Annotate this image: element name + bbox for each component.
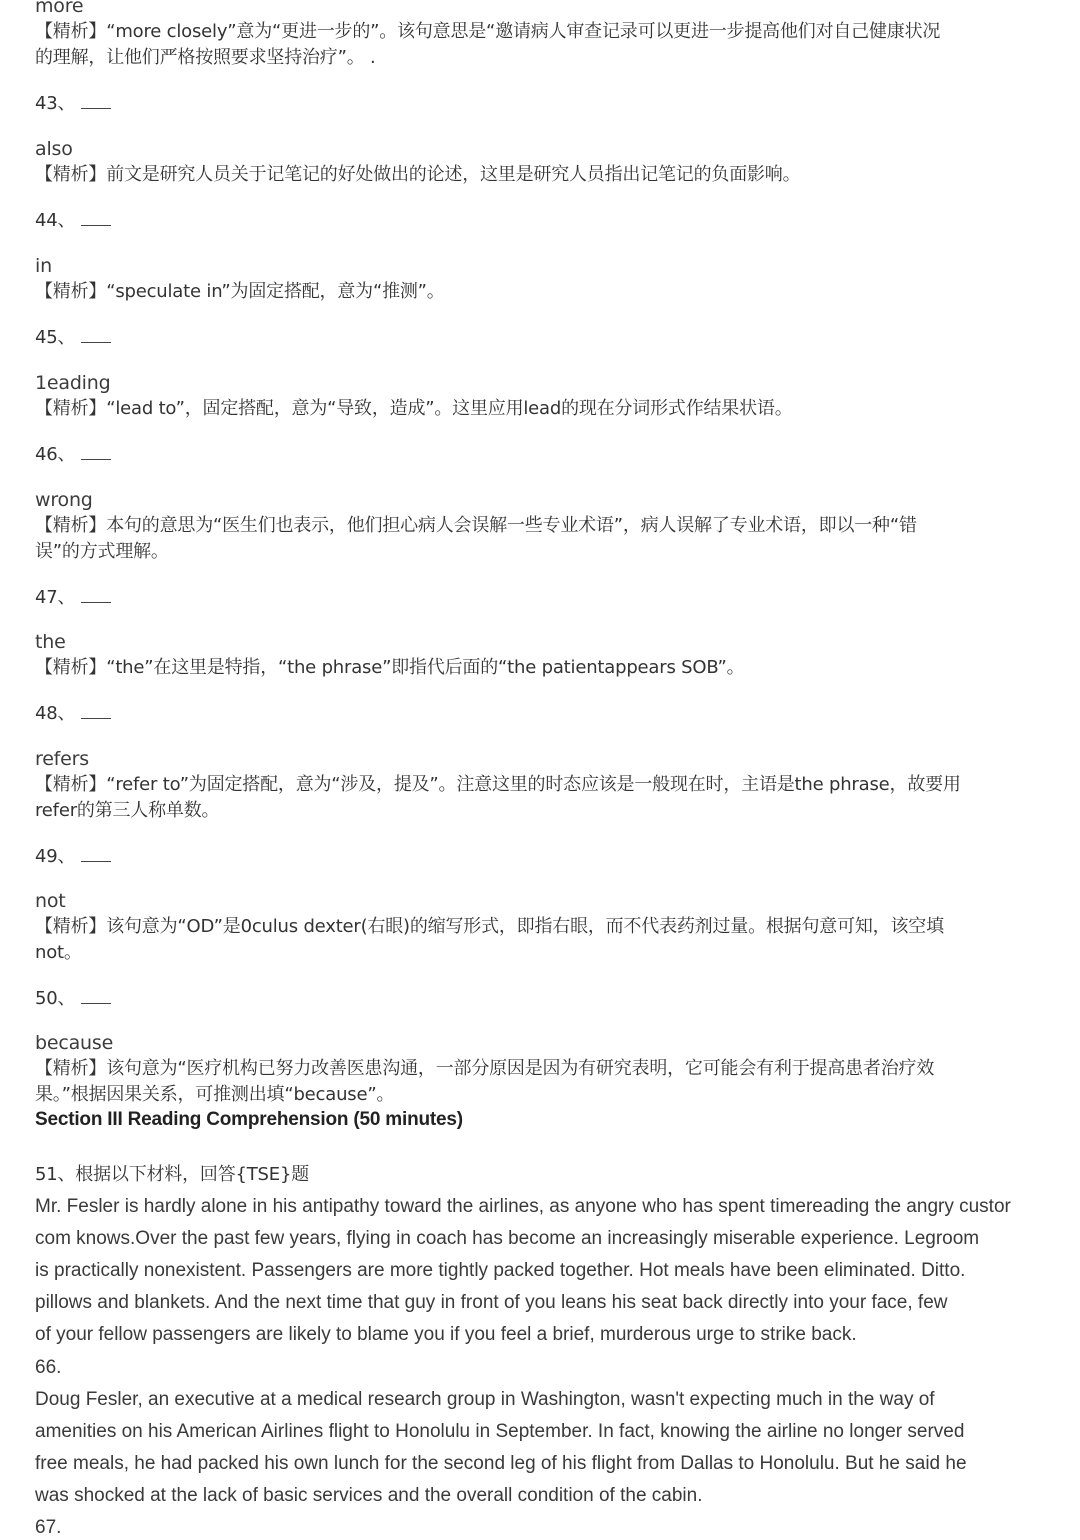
- passage-line: pillows and blankets. And the next time that guy in front of you leans his seat back directly into your face, few: [35, 1292, 948, 1313]
- question-number: [35, 326, 111, 350]
- question-number: [35, 845, 111, 869]
- answer-blank: [81, 704, 111, 719]
- passage-line: Doug Fesler, an executive at a medical research group in Washington, wasn't expecting much in the way of: [35, 1389, 935, 1410]
- answer-blank: [81, 445, 111, 460]
- answer-text: wrong: [35, 489, 93, 511]
- question-number-label: 44、: [35, 210, 76, 231]
- question-number-label: 46、: [35, 444, 76, 465]
- question-number-label: 49、: [35, 846, 76, 867]
- passage-line: of your fellow passengers are likely to blame you if you feel a brief, murderous urge to strike back.: [35, 1324, 857, 1345]
- question-number: [35, 209, 111, 233]
- answer-blank: [81, 588, 111, 603]
- answer-text: refers: [35, 748, 89, 770]
- question-number: [35, 987, 111, 1011]
- passage-line: free meals, he had packed his own lunch for the second leg of his flight from Dallas to Honolulu. But he said he: [35, 1453, 967, 1474]
- explanation-line: 果。”根据因果关系，可推测出填“because”。: [35, 1084, 395, 1105]
- answer-text: more: [35, 0, 84, 17]
- question-number: [35, 443, 111, 467]
- question-number-label: 45、: [35, 327, 76, 348]
- explanation-line: refer的第三人称单数。: [35, 800, 220, 821]
- question-number: [35, 702, 111, 726]
- answer-text: not: [35, 890, 66, 912]
- explanation-line: 【精析】前文是研究人员关于记笔记的好处做出的论述，这里是研究人员指出记笔记的负面影响。: [35, 164, 801, 185]
- answer-text: also: [35, 138, 73, 160]
- explanation-line: 【精析】“refer to”为固定搭配，意为“涉及，提及”。注意这里的时态应该是一般现在时，主语是the phrase，故要用: [35, 774, 961, 795]
- passage-line: amenities on his American Airlines flight to Honolulu in September. In fact, knowing the airline no longer served: [35, 1421, 965, 1442]
- explanation-line: 【精析】该句意为“OD”是0culus dexter(右眼)的缩写形式，即指右眼，而不代表药剂过量。根据句意可知，该空填: [35, 916, 944, 937]
- explanation-line: 【精析】“speculate in”为固定搭配，意为“推测”。: [35, 281, 445, 302]
- passage-line: Mr. Fesler is hardly alone in his antipathy toward the airlines, as anyone who has spent timereading the angry custor: [35, 1196, 1011, 1217]
- explanation-line: 【精析】“more closely”意为“更进一步的”。该句意思是“邀请病人审查记录可以更进一步提高他们对自己健康状况: [35, 21, 941, 42]
- answer-blank: [81, 94, 111, 109]
- explanation-line: 的理解，让他们严格按照要求坚持治疗”。 .: [35, 47, 376, 68]
- answer-text: 1eading: [35, 372, 111, 394]
- question-number-label: 48、: [35, 703, 76, 724]
- question-number-label: 50、: [35, 988, 76, 1009]
- explanation-line: 误”的方式理解。: [35, 541, 169, 562]
- explanation-line: 【精析】本句的意思为“医生们也表示，他们担心病人会误解一些专业术语”，病人误解了专业术语，即以一种“错: [35, 515, 917, 536]
- explanation-line: 【精析】“the”在这里是特指，“the phrase”即指代后面的“the patientappears SOB”。: [35, 657, 745, 678]
- question-number-label: 47、: [35, 587, 76, 608]
- answer-blank: [81, 847, 111, 862]
- question-number: 66.: [35, 1357, 62, 1378]
- question-title: 51、根据以下材料，回答{TSE}题: [35, 1164, 310, 1185]
- answer-blank: [81, 328, 111, 343]
- answer-text: because: [35, 1032, 114, 1054]
- passage-line: was shocked at the lack of basic services and the overall condition of the cabin.: [35, 1485, 703, 1506]
- question-number: [35, 586, 111, 610]
- answer-text: the: [35, 631, 66, 653]
- explanation-line: not。: [35, 942, 82, 963]
- passage-line: is practically nonexistent. Passengers are more tightly packed together. Hot meals have been eliminated. Ditto.: [35, 1260, 966, 1281]
- question-number: 67.: [35, 1517, 62, 1538]
- question-number: [35, 92, 111, 116]
- answer-blank: [81, 989, 111, 1004]
- passage-line: com knows.Over the past few years, flying in coach has become an increasingly miserable experience. Legroom: [35, 1228, 980, 1249]
- section-title: Section III Reading Comprehension (50 minutes): [35, 1109, 463, 1130]
- explanation-line: 【精析】该句意为“医疗机构已努力改善医患沟通，一部分原因是因为有研究表明，它可能会有利于提高患者治疗效: [35, 1058, 935, 1079]
- explanation-line: 【精析】“lead to”，固定搭配，意为“导致，造成”。这里应用lead的现在分词形式作结果状语。: [35, 398, 793, 419]
- question-number-label: 43、: [35, 93, 76, 114]
- answer-blank: [81, 211, 111, 226]
- answer-text: in: [35, 255, 52, 277]
